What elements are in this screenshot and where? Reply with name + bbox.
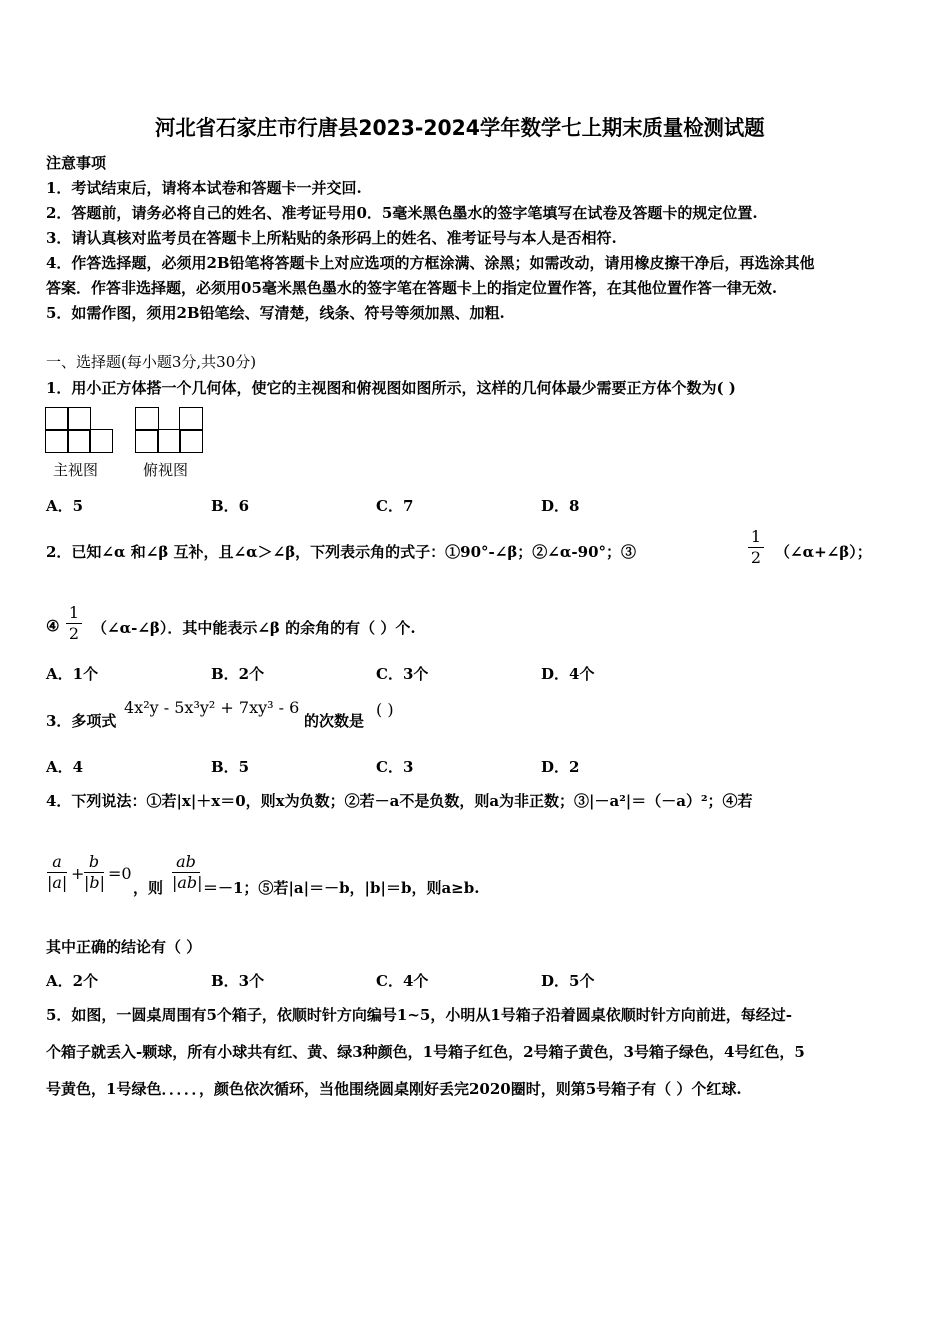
notice-heading: 注意事项 xyxy=(46,154,107,172)
question-2-text-b: （∠α+∠β）； xyxy=(775,543,872,561)
question-2-circle-4: ④ xyxy=(46,617,60,635)
notice-item: 4．作答选择题，必须用2B铅笔将答题卡上对应选项的方框涂满、涂黑；如需改动，请用橡皮擦干净后，再选涂其他 xyxy=(46,254,815,272)
option-c[interactable]: C．3个 xyxy=(376,665,429,683)
option-d[interactable]: D．5个 xyxy=(541,972,595,990)
fraction-one-half xyxy=(66,603,82,644)
question-2-text-c: （∠α-∠β）．其中能表示∠β 的余角的有（ ）个. xyxy=(92,619,416,637)
option-c[interactable]: C．3 xyxy=(376,758,414,776)
notice-item: 5．如需作图，须用2B铅笔绘、写清楚，线条、符号等须加黑、加粗. xyxy=(46,304,505,322)
option-d[interactable]: D．4个 xyxy=(541,665,595,683)
question-2-text-a: 2．已知∠α 和∠β 互补，且∠α＞∠β，下列表示角的式子：①90°-∠β；②∠α-90°；③ xyxy=(46,543,637,561)
option-d[interactable]: D．8 xyxy=(541,497,580,515)
question-3-text-b: 的次数是 xyxy=(304,712,365,730)
fraction-b-over-abs-b xyxy=(84,852,104,893)
option-c[interactable]: C．4个 xyxy=(376,972,429,990)
notice-item: 答案．作答非选择题，必须用05毫米黑色墨水的签字笔在答题卡上的指定位置作答，在其他位置作答一律无效. xyxy=(46,279,778,297)
fraction-ab-over-abs-ab xyxy=(172,852,203,893)
option-a[interactable]: A．4 xyxy=(46,758,84,776)
option-b[interactable]: B．2个 xyxy=(211,665,265,683)
option-b[interactable]: B．6 xyxy=(211,497,250,515)
fraction-numerator: a xyxy=(52,852,62,871)
fraction-numerator: ab xyxy=(176,852,196,871)
top-view-figure xyxy=(135,407,205,453)
question-4-text-b: ，则 xyxy=(133,879,164,897)
question-4-text-c: ＝－1；⑤若|a|＝－b，|b|＝b，则a≥b. xyxy=(203,879,480,897)
front-view-figure xyxy=(45,407,115,453)
top-view-label: 俯视图 xyxy=(143,461,189,479)
fraction-denominator: |ab| xyxy=(172,873,203,892)
fraction-denominator: 2 xyxy=(68,624,80,643)
fraction-numerator: 1 xyxy=(68,603,80,622)
option-a[interactable]: A．2个 xyxy=(46,972,99,990)
front-view-label: 主视图 xyxy=(53,461,99,479)
notice-item: 3．请认真核对监考员在答题卡上所粘贴的条形码上的姓名、准考证号与本人是否相符. xyxy=(46,229,617,247)
fraction-denominator: |b| xyxy=(84,873,106,892)
answer-paren: ( ) xyxy=(376,700,394,719)
section-heading: 一、选择题(每小题3分,共30分) xyxy=(46,353,257,371)
question-3-text-a: 3．多项式 xyxy=(46,712,117,730)
fraction-a-over-abs-a xyxy=(47,852,67,893)
option-d[interactable]: D．2 xyxy=(541,758,580,776)
question-5-line: 5．如图，一圆桌周围有5个箱子，依顺时针方向编号1~5，小明从1号箱子沿着圆桌依顺时针方向前进，每经过- xyxy=(46,1006,792,1024)
equals-zero: =0 xyxy=(108,864,132,883)
question-5-line: 个箱子就丢入-颗球，所有小球共有红、黄、绿3种颜色，1号箱子红色，2号箱子黄色，3号箱子绿色，4号红色，5 xyxy=(46,1043,805,1061)
notice-item: 1．考试结束后，请将本试卷和答题卡一并交回. xyxy=(46,179,362,197)
option-a[interactable]: A．1个 xyxy=(46,665,99,683)
fraction-numerator: b xyxy=(88,852,100,871)
fraction-denominator: |a| xyxy=(47,873,68,892)
notice-item: 2．答题前，请务必将自己的姓名、准考证号用0．5毫米黑色墨水的签字笔填写在试卷及答题卡的规定位置. xyxy=(46,204,758,222)
option-b[interactable]: B．5 xyxy=(211,758,250,776)
question-4-tail: 其中正确的结论有（ ） xyxy=(46,938,202,956)
polynomial: 4x²y - 5x³y² + 7xy³ - 6 xyxy=(124,698,300,717)
question-5-line: 号黄色，1号绿色．．．．．，颜色依次循环，当他围绕圆桌刚好丢完2020圈时，则第5号箱子有（ ）个红球. xyxy=(46,1080,742,1098)
page-title: 河北省石家庄市行唐县2023-2024学年数学七上期末质量检测试题 xyxy=(155,116,765,140)
fraction-denominator: 2 xyxy=(750,548,762,567)
option-c[interactable]: C．7 xyxy=(376,497,414,515)
fraction-one-half xyxy=(748,527,764,568)
question-1-text: 1．用小正方体搭一个几何体，使它的主视图和俯视图如图所示，这样的几何体最少需要正方体个数为( ) xyxy=(46,379,736,397)
option-a[interactable]: A．5 xyxy=(46,497,84,515)
option-b[interactable]: B．3个 xyxy=(211,972,265,990)
fraction-numerator: 1 xyxy=(750,527,762,546)
question-4-text-a: 4．下列说法：①若|x|＋x＝0，则x为负数；②若－a不是负数，则a为非正数；③|－a²|＝（－a）²；④若 xyxy=(46,792,753,810)
plus-sign: + xyxy=(71,864,85,883)
